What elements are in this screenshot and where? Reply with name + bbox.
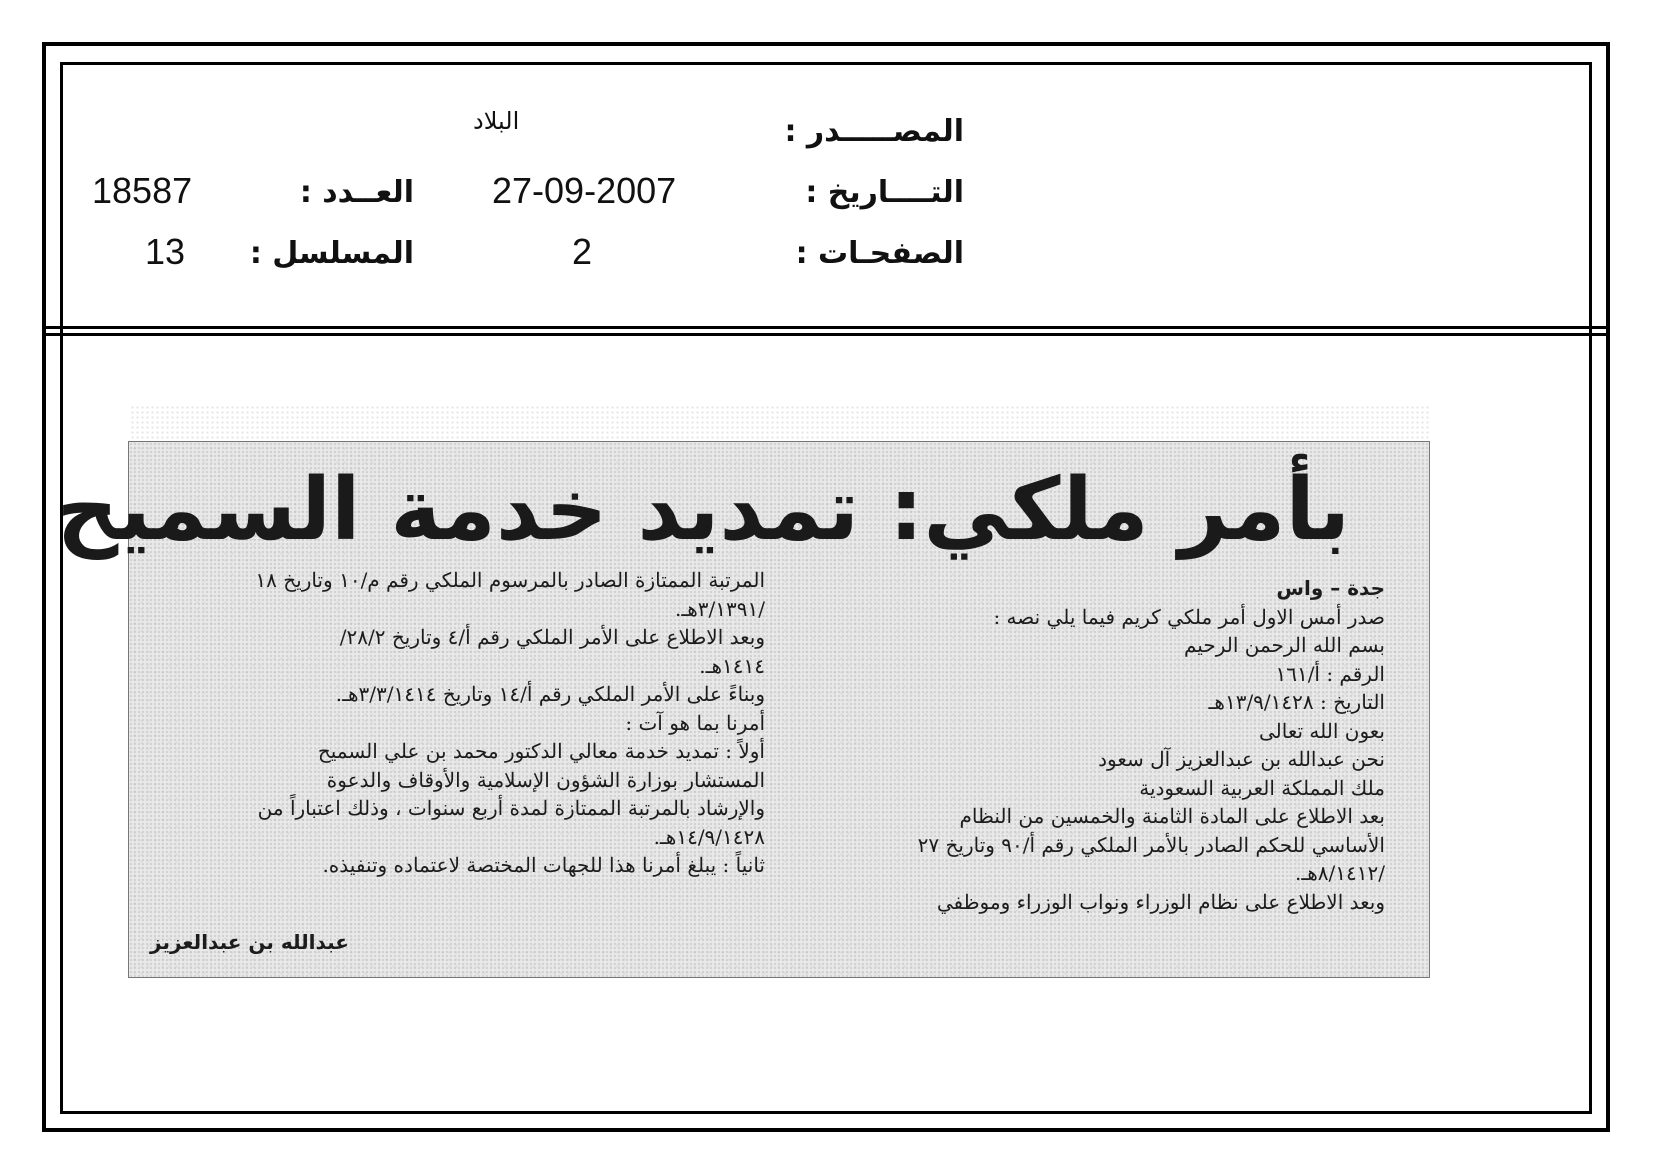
- article-signature: عبدالله بن عبدالعزيز: [150, 930, 349, 954]
- article-right-column: [780, 574, 1385, 916]
- header-divider: [44, 326, 1608, 336]
- article-byline: جدة – واس: [1276, 576, 1385, 600]
- article-line: ثانياً : يبلغ أمرنا هذا للجهات المختصة لاعتماده وتنفيذه.: [322, 853, 765, 877]
- article-line: ١٤/٩/١٤٢٨هـ.: [653, 824, 765, 849]
- source-label: المصـــــدر :: [784, 114, 964, 149]
- article-line: أمرنا بما هو آت :: [625, 710, 765, 735]
- article-left-column: [145, 566, 765, 880]
- serial-value: 13: [145, 231, 186, 272]
- article-line: أولاً : تمديد خدمة معالي الدكتور محمد بن علي السميح: [317, 739, 765, 763]
- pages-value: 2: [572, 231, 593, 272]
- article-line: وبناءً على الأمر الملكي رقم أ/١٤ وتاريخ ٣/٣/١٤١٤هـ.: [335, 682, 765, 706]
- article-line: وبعد الاطلاع على نظام الوزراء ونواب الوزراء وموظفي: [936, 889, 1385, 914]
- pages-label: الصفحـات :: [795, 236, 964, 271]
- article-line: الرقم : أ/١٦١: [1275, 661, 1385, 686]
- clipping-scan-noise: [130, 405, 1430, 445]
- article-line: المرتبة الممتازة الصادر بالمرسوم الملكي رقم م/١٠ وتاريخ ١٨: [255, 568, 765, 592]
- source-value: البلاد: [473, 107, 520, 135]
- article-line: المستشار بوزارة الشؤون الإسلامية والأوقاف والدعوة: [326, 767, 765, 792]
- article-line: ملك المملكة العربية السعودية: [1139, 775, 1385, 800]
- article-line: /٣/١٣٩١هـ.: [675, 596, 765, 621]
- article-line: بعد الاطلاع على المادة الثامنة والخمسين من النظام: [959, 804, 1385, 828]
- article-line: نحن عبدالله بن عبدالعزيز آل سعود: [1098, 747, 1385, 771]
- article-line: الأساسي للحكم الصادر بالأمر الملكي رقم أ/٩٠ وتاريخ ٢٧: [917, 832, 1385, 857]
- article-line: التاريخ : ١٣/٩/١٤٢٨هـ: [1208, 690, 1385, 714]
- article-line: ١٤١٤هـ.: [699, 653, 765, 678]
- issue-label: العــدد :: [299, 175, 414, 210]
- date-value: 27-09-2007: [492, 170, 677, 211]
- article-line: صدر أمس الاول أمر ملكي كريم فيما يلي نصه :: [993, 604, 1385, 629]
- issue-value: 18587: [92, 170, 193, 211]
- article-line: وبعد الاطلاع على الأمر الملكي رقم أ/٤ وتاريخ ٢٨/٢/: [339, 625, 765, 649]
- serial-label: المسلسل :: [249, 236, 414, 271]
- article-headline: بأمر ملكي: تمديد خدمة السميح: [56, 460, 1350, 560]
- article-line: بسم الله الرحمن الرحيم: [1183, 633, 1385, 657]
- article-line: بعون الله تعالى: [1258, 718, 1385, 743]
- article-line: والإرشاد بالمرتبة الممتازة لمدة أربع سنوات ، وذلك اعتباراً من: [257, 796, 765, 820]
- date-label: التــــاريخ :: [805, 175, 964, 210]
- article-line: /٨/١٤١٢هـ.: [1295, 861, 1385, 885]
